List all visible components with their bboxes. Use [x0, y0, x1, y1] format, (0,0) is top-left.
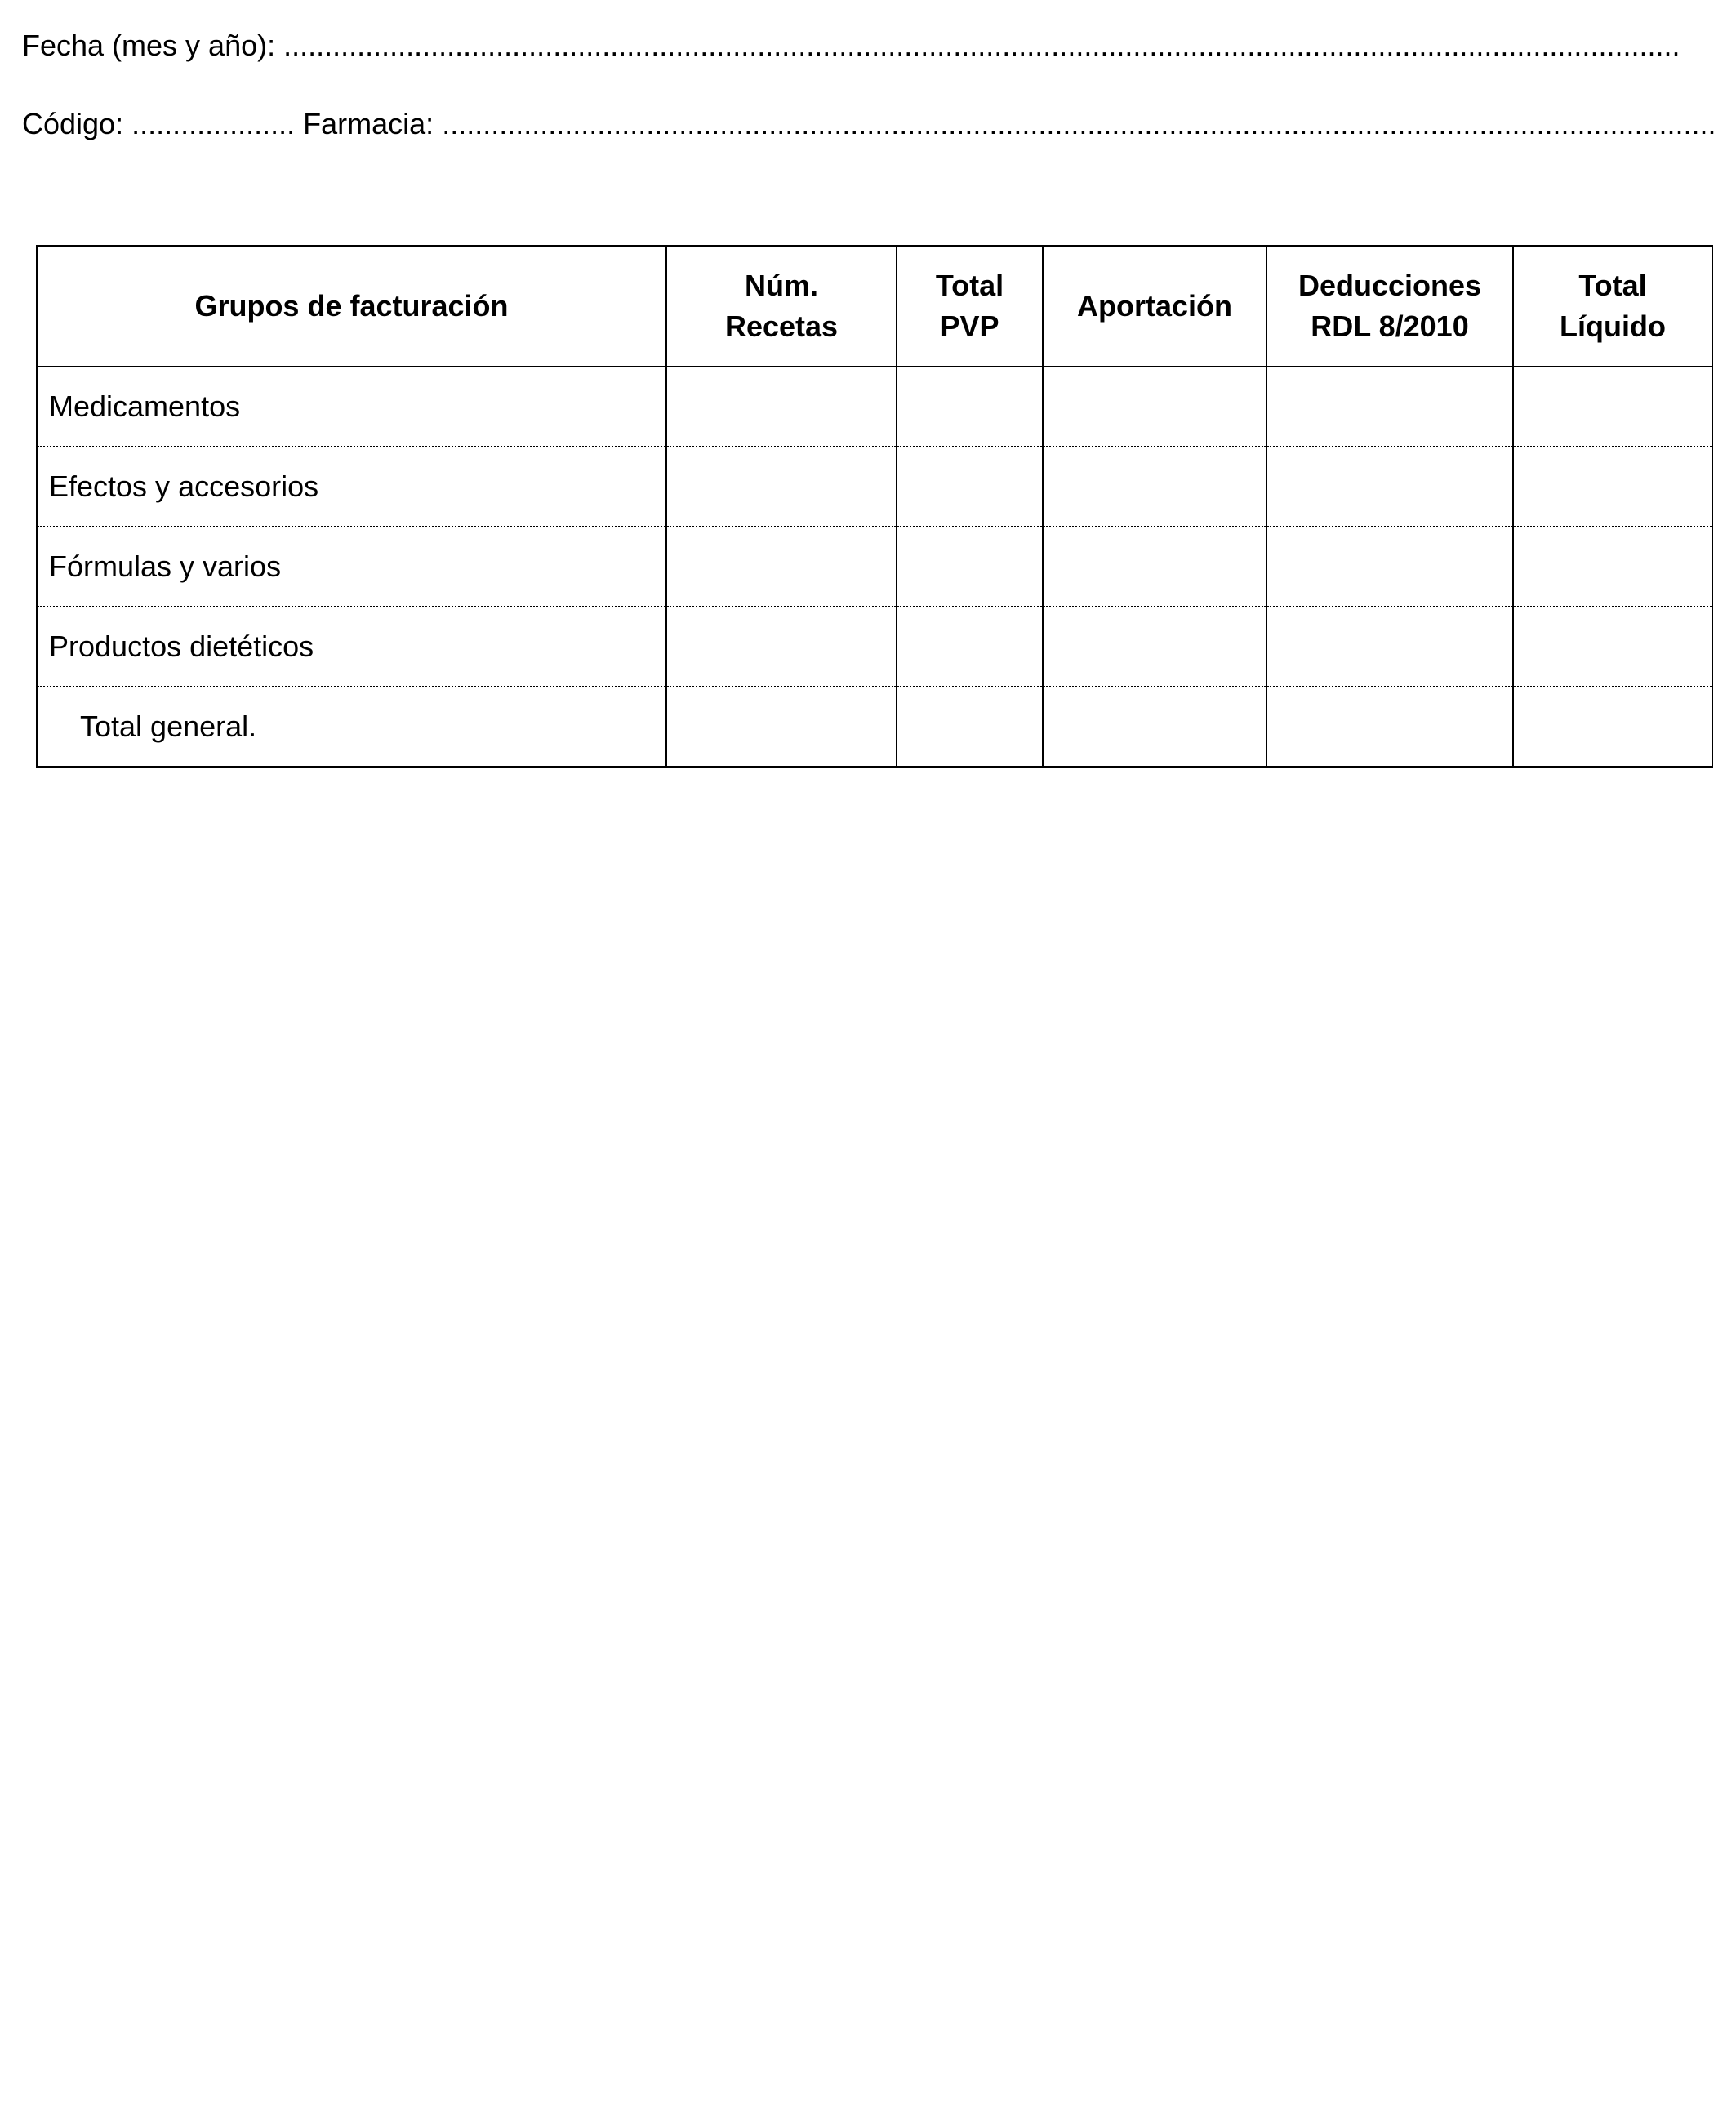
row-label: Medicamentos	[37, 367, 666, 447]
cell-aportacion[interactable]	[1043, 367, 1266, 447]
table-row-medicamentos	[37, 367, 1712, 447]
table-row-dieteticos	[37, 607, 1712, 687]
cell-aportacion[interactable]	[1043, 607, 1266, 687]
header-aportacion-text: Aportación	[1076, 289, 1232, 323]
cell-total-liquido[interactable]	[1513, 447, 1712, 527]
cell-num-recetas[interactable]	[666, 367, 897, 447]
header-total-liquido-line2: Líquido	[1560, 309, 1666, 343]
row-label: Productos dietéticos	[37, 607, 666, 687]
codigo-farmacia-line	[22, 106, 1716, 142]
cell-total-liquido[interactable]	[1513, 367, 1712, 447]
table-row-total-general	[37, 687, 1712, 767]
row-label: Fórmulas y varios	[37, 527, 666, 607]
codigo-field[interactable]: ....................	[131, 107, 304, 140]
farmacia-field[interactable]: ............................................................................................................................................................	[442, 107, 1716, 140]
cell-total-pvp[interactable]	[897, 367, 1043, 447]
header-total-pvp-line2: PVP	[940, 309, 999, 343]
fecha-field[interactable]: ...........................................................................................................................................................................	[283, 29, 1680, 62]
header-grupos-text: Grupos de facturación	[194, 289, 509, 323]
billing-groups-table	[36, 245, 1713, 768]
cell-total-pvp[interactable]	[897, 447, 1043, 527]
header-total-pvp	[897, 246, 1043, 367]
cell-deducciones[interactable]	[1266, 687, 1513, 767]
header-total-liquido-line1: Total	[1578, 269, 1647, 302]
header-num-recetas-line1: Núm.	[745, 269, 818, 302]
cell-num-recetas[interactable]	[666, 527, 897, 607]
row-label: Efectos y accesorios	[37, 447, 666, 527]
header-num-recetas-line2: Recetas	[724, 309, 839, 343]
cell-total-pvp[interactable]	[897, 687, 1043, 767]
header-total-liquido	[1513, 246, 1712, 367]
header-deducciones	[1266, 246, 1513, 367]
cell-num-recetas[interactable]	[666, 687, 897, 767]
fecha-label: Fecha (mes y año):	[22, 29, 284, 62]
cell-aportacion[interactable]	[1043, 687, 1266, 767]
cell-deducciones[interactable]	[1266, 447, 1513, 527]
cell-total-liquido[interactable]	[1513, 687, 1712, 767]
cell-total-liquido[interactable]	[1513, 527, 1712, 607]
codigo-label: Código:	[22, 107, 132, 140]
cell-total-pvp[interactable]	[897, 607, 1043, 687]
cell-deducciones[interactable]	[1266, 367, 1513, 447]
cell-num-recetas[interactable]	[666, 607, 897, 687]
farmacia-label: Farmacia:	[303, 107, 443, 140]
row-label-total: Total general.	[37, 687, 666, 767]
header-total-pvp-line1: Total	[935, 269, 1004, 302]
cell-deducciones[interactable]	[1266, 607, 1513, 687]
cell-total-liquido[interactable]	[1513, 607, 1712, 687]
table-row-formulas	[37, 527, 1712, 607]
cell-deducciones[interactable]	[1266, 527, 1513, 607]
header-deducciones-line2: RDL 8/2010	[1311, 309, 1469, 343]
cell-aportacion[interactable]	[1043, 527, 1266, 607]
header-grupos	[37, 246, 666, 367]
table-header-row	[37, 246, 1712, 367]
cell-num-recetas[interactable]	[666, 447, 897, 527]
cell-aportacion[interactable]	[1043, 447, 1266, 527]
header-aportacion	[1043, 246, 1266, 367]
cell-total-pvp[interactable]	[897, 527, 1043, 607]
fecha-line	[22, 28, 1680, 64]
header-num-recetas	[666, 246, 897, 367]
header-deducciones-line1: Deducciones	[1298, 269, 1482, 302]
table-row-efectos	[37, 447, 1712, 527]
